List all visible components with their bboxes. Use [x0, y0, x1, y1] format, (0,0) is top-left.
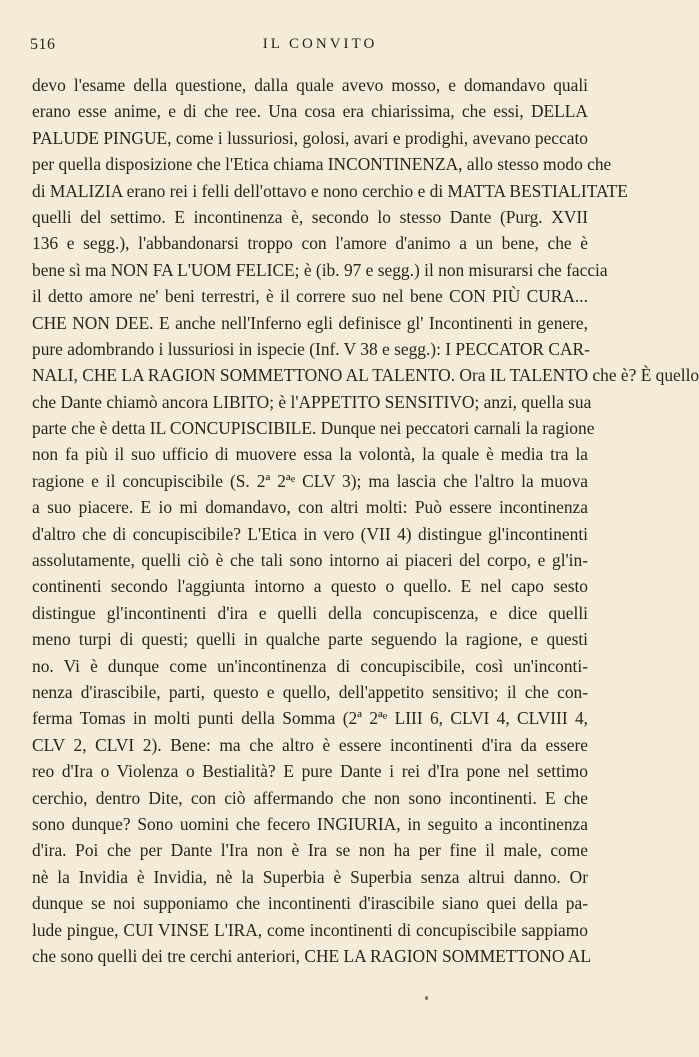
page-number: 516 [30, 36, 56, 53]
text-line: che Dante chiamò ancora LIBITO; è l'APPETITO SENSITIVO; anzi, quella sua [32, 391, 592, 412]
text-line: bene sì ma NON FA L'UOM FELICE; è (ib. 97 e segg.) il non misurarsi che faccia [32, 259, 608, 280]
text-line: CHE NON DEE. E anche nell'Inferno egli definisce gl' Incontinenti in genere, [32, 312, 588, 333]
text-line: devo l'esame della questione, dalla quale avevo mosso, e domandavo quali [32, 75, 588, 95]
running-title: IL CONVITO [262, 36, 378, 52]
paper-speck [425, 996, 428, 1000]
text-line: che sono quelli dei tre cerchi anteriori, CHE LA RAGION SOMMETTONO AL [32, 945, 591, 966]
text-line: CLV 2, CLVI 2). Bene: ma che altro è essere incontinenti d'ira da essere [32, 734, 588, 755]
text-line: ragione e il concupiscibile (S. 2ª 2ªᵉ CLV 3); ma lascia che l'altro la muova [32, 470, 588, 491]
text-line: non fa più il suo ufficio di muovere essa la volontà, la quale è media tra la [32, 444, 588, 465]
text-line: d'altro che di concupiscibile? L'Etica in vero (VII 4) distingue gl'incontinenti [32, 523, 588, 544]
text-line: sono dunque? Sono uomini che fecero INGIURIA, in seguito a incontinenza [32, 813, 588, 834]
text-line: ferma Tomas in molti punti della Somma (2ª 2ªᵉ LIII 6, CLVI 4, CLVIII 4, [32, 708, 588, 729]
text-line: pure adombrando i lussuriosi in ispecie (Inf. V 38 e segg.): I PECCATOR CAR- [32, 338, 590, 359]
text-line: dunque se noi supponiamo che incontinenti d'irascibile siano quei della pa- [32, 893, 588, 914]
text-line: lude pingue, CUI VINSE L'IRA, come incontinenti di concupiscibile sappiamo [32, 919, 588, 940]
text-line: di MALIZIA erano rei i felli dell'ottavo e nono cerchio e di MATTA BESTIALITATE [32, 180, 628, 201]
text-line: meno turpi di questi; quelli in qualche parte seguendo la ragione, e questi [32, 629, 588, 650]
text-line: nè la Invidia è Invidia, nè la Superbia è Superbia senza altrui danno. Or [32, 866, 588, 887]
text-line: a suo piacere. E io mi domandavo, con altri molti: Può essere incontinenza [32, 497, 588, 518]
text-line: il detto amore ne' beni terrestri, è il correre suo nel bene CON PIÙ CURA... [32, 286, 588, 307]
text-line: reo d'Ira o Violenza o Bestialità? E pure Dante i rei d'Ira pone nel settimo [32, 761, 588, 782]
text-line: cerchio, dentro Dite, con ciò affermando che non sono incontinenti. E che [32, 787, 588, 808]
text-line: 136 e segg.), l'abbandonarsi troppo con l'amore d'animo a un bene, che è [32, 233, 588, 254]
body-text [32, 72, 699, 969]
text-line: PALUDE PINGUE, come i lussuriosi, golosi, avari e prodighi, avevano peccato [32, 127, 588, 148]
text-line: parte che è detta IL CONCUPISCIBILE. Dunque nei peccatori carnali la ragione [32, 418, 595, 439]
text-line: distingue gl'incontinenti d'ira e quelli della concupiscenza, e dice quelli [32, 602, 588, 623]
text-line: d'ira. Poi che per Dante l'Ira non è Ira se non ha per fine il male, come [32, 840, 588, 861]
text-line: per quella disposizione che l'Etica chiama INCONTINENZA, allo stesso modo che [32, 154, 612, 175]
text-line: no. Vi è dunque come un'incontinenza di concupiscibile, così un'inconti- [32, 655, 588, 676]
text-line: erano esse anime, e di che ree. Una cosa era chiarissima, che essi, DELLA [32, 101, 588, 122]
text-line: quelli del settimo. E incontinenza è, secondo lo stesso Dante (Purg. XVII [32, 206, 588, 227]
text-line: assolutamente, quelli ciò è che tali sono intorno ai piaceri del corpo, e gl'in- [32, 550, 588, 571]
page-header [30, 36, 610, 58]
text-line: NALI, CHE LA RAGION SOMMETTONO AL TALENTO. Ora IL TALENTO che è? È quello [32, 365, 699, 386]
text-line: continenti secondo l'aggiunta intorno a questo o quello. E nel capo sesto [32, 576, 588, 597]
text-line: nenza d'irascibile, parti, questo e quello, dell'appetito sensitivo; il che con- [32, 681, 588, 702]
